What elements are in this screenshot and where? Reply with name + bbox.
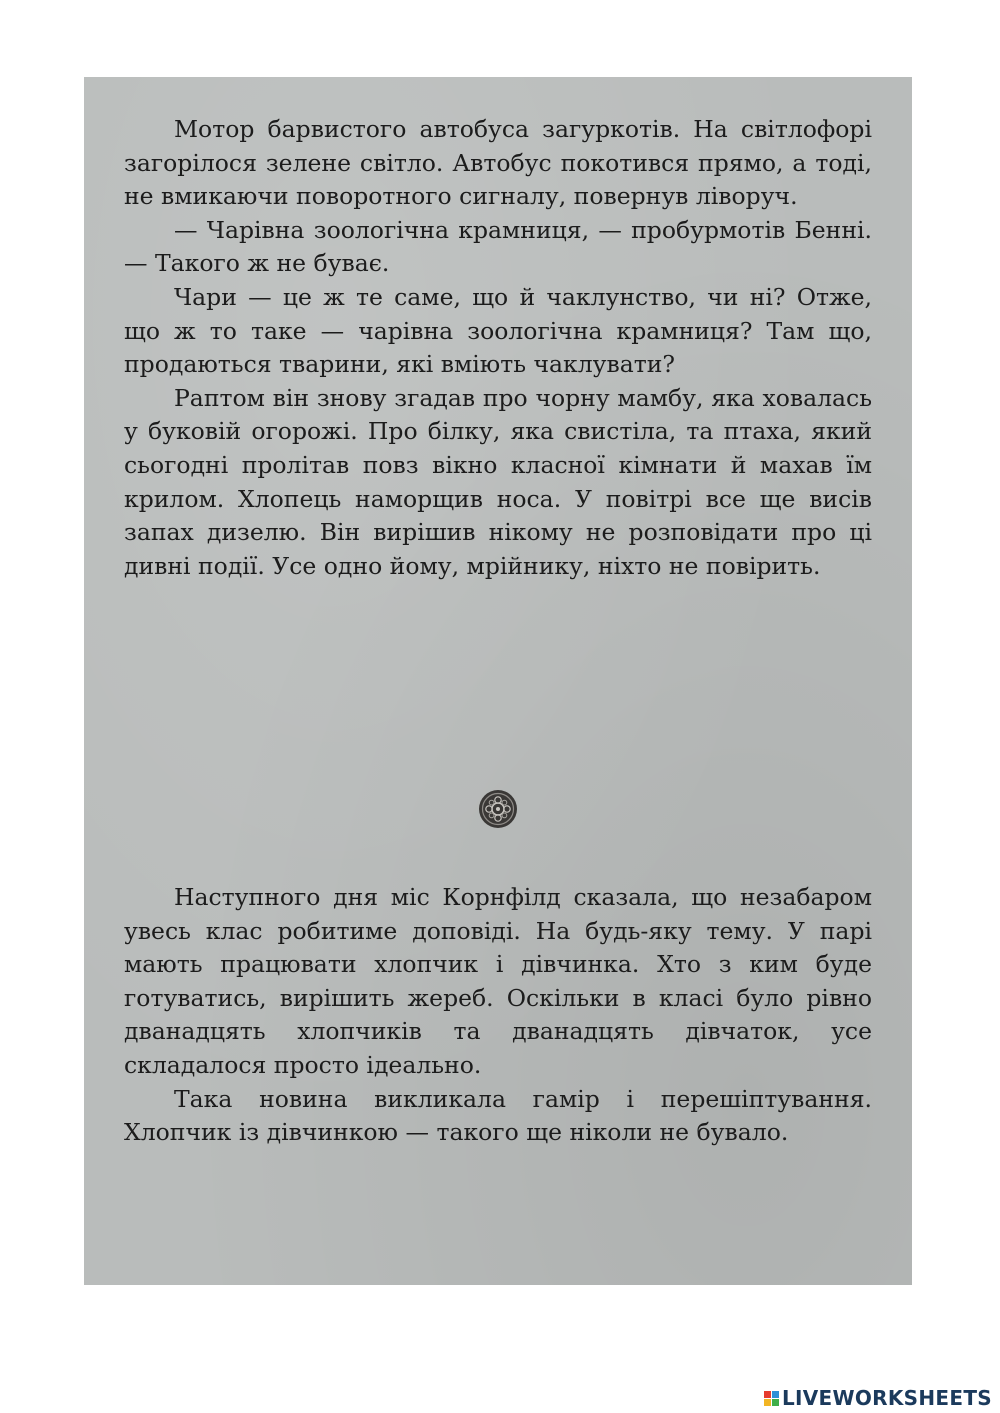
paragraph-1: Мотор барвистого автобуса загуркотів. На світлофорі загорілося зелене світло. Автобус покотився прямо, а тоді, не вмикаючи поворотного сигналу, повернув ліворуч. <box>124 115 872 211</box>
book-page-photo <box>84 77 912 1285</box>
paragraph-6: Така новина викликала гамір і перешіптування. Хлопчик із дівчинкою — такого ще ніколи не бувало. <box>124 1084 872 1147</box>
paragraph-5: Наступного дня міс Корнфілд сказала, що незабаром увесь клас робитиме доповіді. На будь-яку тему. У парі мають працювати хлопчик і дівчинка. Хто з ким буде готуватись, вирішить жереб. Оскільки в класі було рівно дванадцять хлопчиків та дванадцять дівчаток, усе складалося просто ідеально. <box>124 883 872 1079</box>
watermark-text: LIVEWORKSHEETS <box>781 1386 992 1410</box>
text-block-bottom <box>124 881 872 1150</box>
text-block-top <box>124 113 872 583</box>
paragraph-3: Чари — це ж те саме, що й чаклунство, чи ні? Отже, що ж то таке — чарівна зоологічна крамниця? Там що, продаються тварини, які вміють чаклувати? <box>124 282 872 379</box>
paragraph-4: Раптом він знову згадав про чорну мамбу, яка ховалась у буковій огорожі. Про білку, яка свистіла, та птаха, який сьогодні пролітав повз вікно класної кімнати й махав їм крилом. Хлопець наморщив носа. У повітрі все ще висів запах дизелю. Він вирішив нікому не розповідати про ці дивні події. Усе одно йому, мрійнику, ніхто не повірить. <box>124 383 872 580</box>
ornament-icon <box>478 789 518 829</box>
paragraph-2: — Чарівна зоологічна крамниця, — пробурмотів Бенні. — Такого ж не буває. <box>124 215 872 278</box>
liveworksheets-logo-icon <box>764 1391 779 1406</box>
liveworksheets-watermark <box>764 1385 992 1411</box>
